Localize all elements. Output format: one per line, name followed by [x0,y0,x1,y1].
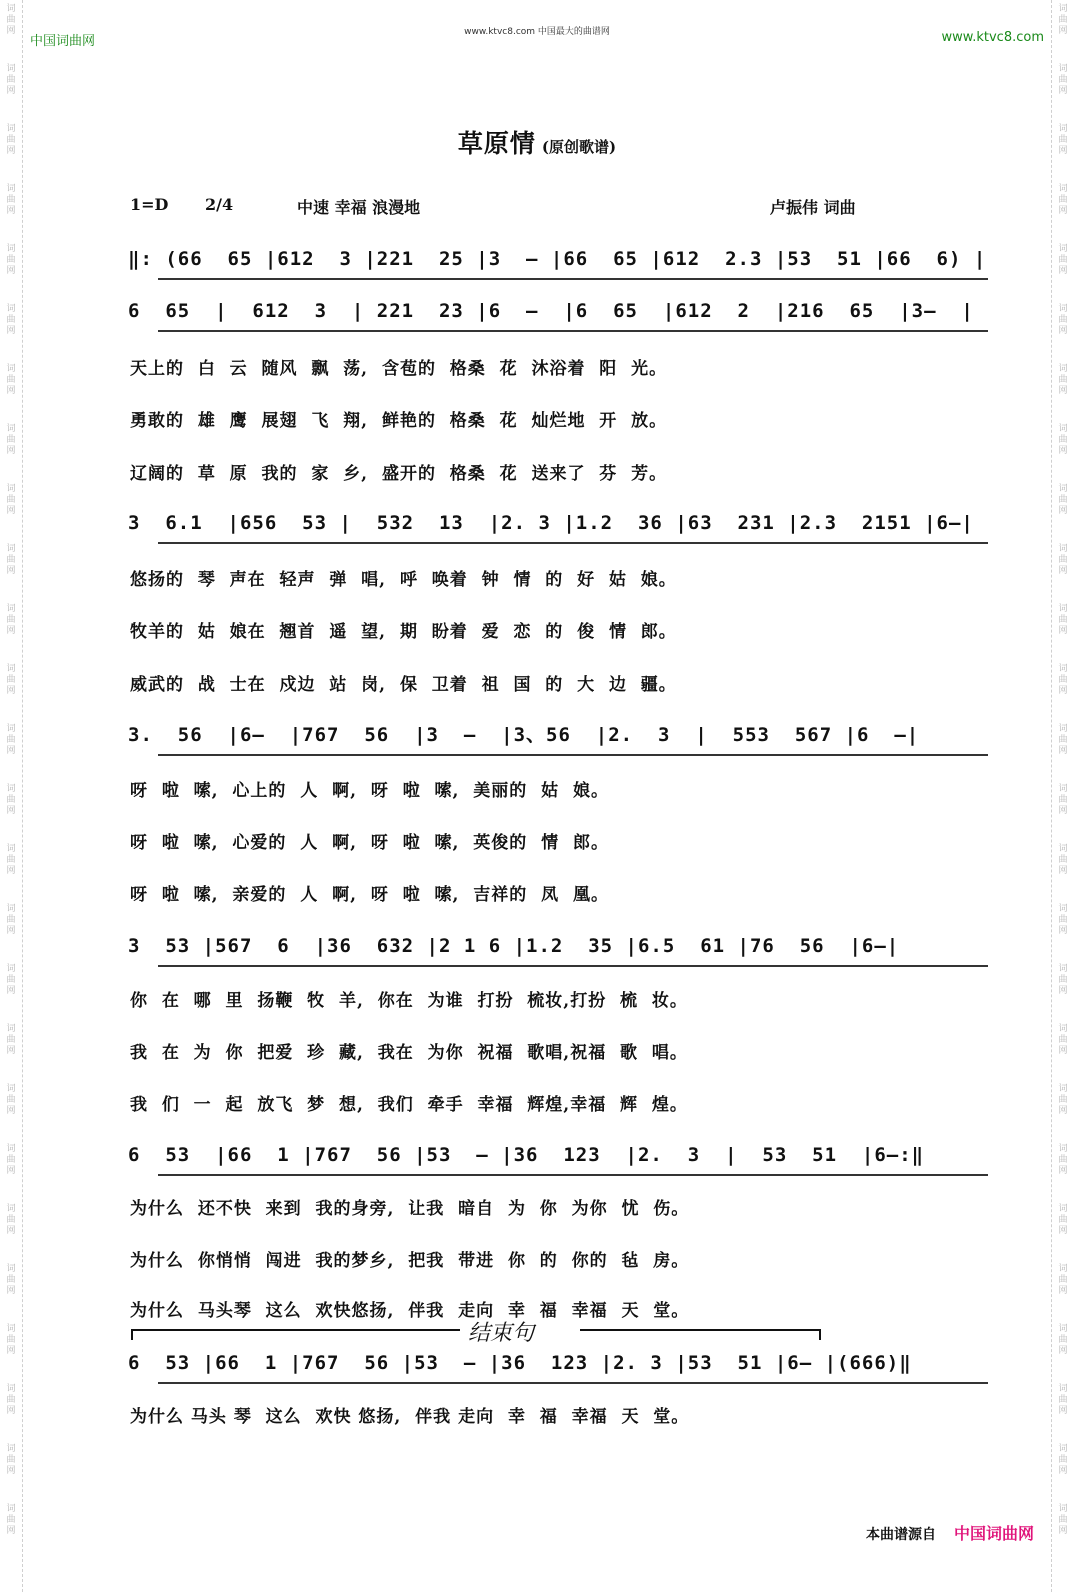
beam-line [158,330,988,334]
lyric-line: 我 们 一 起 放飞 梦 想, 我们 牵手 幸福 辉煌,幸福 辉 煌。 [130,1095,688,1115]
time-signature: 2/4 [205,195,234,214]
watermark-unit [0,0,22,60]
watermark-glyph: 网 [6,266,16,276]
watermark-glyph: 曲 [6,1275,16,1285]
watermark-glyph: 词 [6,664,16,674]
watermark-glyph: 曲 [6,795,16,805]
watermark-unit [1052,0,1074,60]
watermark-glyph: 网 [6,26,16,36]
watermark-glyph: 曲 [6,255,16,265]
watermark-glyph: 曲 [6,1395,16,1405]
watermark-glyph: 词 [1058,1504,1068,1514]
watermark-glyph: 网 [6,1466,16,1476]
notation-text: 6 53 |66 1 |767 56 |53 — |36 123 |2. 3 | 53 51 |6—:‖ [128,1144,925,1166]
beam-line [158,542,988,546]
watermark-strip-left [0,0,23,1592]
key-signature: 1=D [130,195,169,214]
watermark-glyph: 网 [1058,206,1068,216]
watermark-glyph: 词 [1058,1144,1068,1154]
notation-text: 6 65 | 612 3 | 221 23 |6 — |6 65 |612 2 |216 65 |3— | [128,300,974,322]
beam-line [158,754,988,758]
watermark-glyph: 网 [1058,1106,1068,1116]
watermark-unit [1052,300,1074,360]
watermark-unit [0,1440,22,1500]
watermark-glyph: 网 [6,206,16,216]
watermark-glyph: 网 [1058,746,1068,756]
watermark-glyph: 网 [6,446,16,456]
watermark-glyph: 网 [6,746,16,756]
watermark-glyph: 词 [6,184,16,194]
watermark-unit [1052,420,1074,480]
notation-line [128,246,1008,286]
watermark-glyph: 词 [6,724,16,734]
watermark-glyph: 曲 [1058,975,1068,985]
watermark-glyph: 词 [1058,724,1068,734]
watermark-glyph: 网 [6,86,16,96]
watermark-unit [1052,1440,1074,1500]
watermark-strip-right [1051,0,1074,1592]
watermark-glyph: 网 [6,1346,16,1356]
watermark-glyph: 词 [1058,1444,1068,1454]
watermark-unit [1052,180,1074,240]
lyric-line: 悠扬的 琴 声在 轻声 弹 唱, 呼 唤着 钟 情 的 好 姑 娘。 [130,570,677,590]
song-title-sub: (原创歌谱) [541,138,617,156]
watermark-glyph: 曲 [1058,135,1068,145]
watermark-glyph: 网 [1058,626,1068,636]
watermark-glyph: 网 [6,1046,16,1056]
watermark-unit [1052,900,1074,960]
watermark-glyph: 曲 [1058,75,1068,85]
watermark-glyph: 曲 [6,1455,16,1465]
watermark-glyph: 词 [6,964,16,974]
watermark-glyph: 词 [1058,784,1068,794]
watermark-unit [0,540,22,600]
watermark-glyph: 词 [6,1264,16,1274]
watermark-glyph: 词 [1058,844,1068,854]
notation-text: ‖: (66 65 |612 3 |221 25 |3 — |66 65 |612 2.3 |53 51 |66 6) | [128,248,987,270]
watermark-glyph: 曲 [6,1515,16,1525]
watermark-glyph: 网 [1058,386,1068,396]
watermark-unit [0,1020,22,1080]
watermark-glyph: 网 [6,866,16,876]
watermark-glyph: 词 [6,1204,16,1214]
watermark-unit [0,60,22,120]
watermark-glyph: 曲 [1058,1155,1068,1165]
brand-left-link[interactable]: 中国词曲网 [30,34,96,49]
watermark-glyph: 曲 [6,855,16,865]
notation-line [128,933,1008,973]
watermark-glyph: 网 [6,146,16,156]
watermark-glyph: 网 [6,926,16,936]
watermark-glyph: 词 [1058,904,1068,914]
watermark-glyph: 词 [1058,1204,1068,1214]
watermark-glyph: 网 [1058,26,1068,36]
lyric-line: 为什么 马头 琴 这么 欢快 悠扬, 伴我 走向 幸 福 幸福 天 堂。 [130,1407,690,1427]
watermark-glyph: 词 [6,1384,16,1394]
watermark-glyph: 词 [6,4,16,14]
tempo-marking: 中速 幸福 浪漫地 [297,198,421,217]
lyric-line: 天上的 白 云 随风 飘 荡, 含苞的 格桑 花 沐浴着 阳 光。 [130,359,668,379]
watermark-glyph: 网 [6,1166,16,1176]
lyric-line: 威武的 战 士在 戍边 站 岗, 保 卫着 祖 国 的 大 边 疆。 [130,675,677,695]
watermark-glyph: 网 [1058,326,1068,336]
watermark-glyph: 网 [6,686,16,696]
watermark-glyph: 曲 [6,735,16,745]
watermark-glyph: 曲 [1058,795,1068,805]
watermark-glyph: 词 [1058,1024,1068,1034]
watermark-glyph: 曲 [1058,195,1068,205]
watermark-unit [0,1200,22,1260]
watermark-glyph: 网 [1058,1166,1068,1176]
watermark-unit [0,780,22,840]
source-label: 本曲谱源自 [865,1527,936,1543]
watermark-glyph: 词 [1058,424,1068,434]
watermark-unit [1052,540,1074,600]
watermark-glyph: 网 [1058,1226,1068,1236]
watermark-glyph: 网 [6,1526,16,1536]
watermark-glyph: 曲 [6,75,16,85]
watermark-glyph: 网 [1058,806,1068,816]
watermark-glyph: 曲 [1058,1035,1068,1045]
watermark-glyph: 词 [1058,304,1068,314]
watermark-glyph: 曲 [1058,1335,1068,1345]
watermark-glyph: 词 [6,364,16,374]
notation-text: 3 6.1 |656 53 | 532 13 |2. 3 |1.2 36 |63 231 |2.3 2151 |6—| [128,512,974,534]
beam-line [158,1174,988,1178]
watermark-glyph: 曲 [1058,315,1068,325]
lyric-line: 呀 啦 嗦, 心爱的 人 啊, 呀 啦 嗦, 英俊的 情 郎。 [130,833,609,853]
watermark-glyph: 曲 [1058,675,1068,685]
watermark-glyph: 曲 [1058,1275,1068,1285]
watermark-glyph: 词 [1058,544,1068,554]
lyric-line: 为什么 还不快 来到 我的身旁, 让我 暗自 为 你 为你 忧 伤。 [130,1199,690,1219]
notation-line [128,510,1008,550]
watermark-unit [1052,1260,1074,1320]
watermark-glyph: 曲 [1058,1455,1068,1465]
beam-line [158,278,988,282]
watermark-glyph: 网 [6,326,16,336]
watermark-glyph: 词 [6,1024,16,1034]
watermark-glyph: 曲 [6,495,16,505]
watermark-unit [1052,960,1074,1020]
watermark-glyph: 曲 [6,315,16,325]
watermark-unit [0,1380,22,1440]
song-title [0,124,1074,160]
watermark-glyph: 词 [1058,364,1068,374]
watermark-glyph: 曲 [6,375,16,385]
watermark-glyph: 曲 [1058,555,1068,565]
score-meta [130,195,910,219]
watermark-glyph: 词 [6,1504,16,1514]
beam-line [158,965,988,969]
watermark-glyph: 词 [1058,64,1068,74]
watermark-glyph: 曲 [6,1155,16,1165]
page-header [30,28,1044,48]
watermark-glyph: 词 [6,424,16,434]
watermark-glyph: 网 [1058,686,1068,696]
watermark-unit [1052,1200,1074,1260]
watermark-glyph: 曲 [1058,495,1068,505]
watermark-glyph: 词 [1058,244,1068,254]
watermark-glyph: 网 [6,1106,16,1116]
brand-center-caption: www.ktvc8.com 中国最大的曲谱网 [464,27,610,37]
watermark-glyph: 词 [6,64,16,74]
watermark-glyph: 曲 [1058,915,1068,925]
lyric-line: 为什么 马头琴 这么 欢快悠扬, 伴我 走向 幸 福 幸福 天 堂。 [130,1301,690,1321]
watermark-glyph: 曲 [6,135,16,145]
watermark-glyph: 词 [1058,1324,1068,1334]
watermark-glyph: 网 [1058,1286,1068,1296]
watermark-glyph: 词 [1058,604,1068,614]
watermark-unit [0,300,22,360]
watermark-unit [1052,60,1074,120]
lyric-line: 呀 啦 嗦, 心上的 人 啊, 呀 啦 嗦, 美丽的 姑 娘。 [130,781,609,801]
lyric-line: 勇敢的 雄 鹰 展翅 飞 翔, 鲜艳的 格桑 花 灿烂地 开 放。 [130,411,668,431]
watermark-glyph: 网 [1058,86,1068,96]
watermark-unit [0,600,22,660]
lyric-line: 为什么 你悄悄 闯进 我的梦乡, 把我 带进 你 的 你的 毡 房。 [130,1251,690,1271]
watermark-glyph: 词 [6,784,16,794]
watermark-glyph: 网 [1058,986,1068,996]
watermark-glyph: 网 [6,566,16,576]
watermark-unit [0,1260,22,1320]
watermark-glyph: 词 [1058,1264,1068,1274]
watermark-glyph: 词 [6,844,16,854]
watermark-unit [0,900,22,960]
watermark-glyph: 词 [6,604,16,614]
watermark-glyph: 曲 [6,195,16,205]
watermark-glyph: 词 [1058,964,1068,974]
watermark-glyph: 词 [1058,664,1068,674]
lyric-line: 你 在 哪 里 扬鞭 牧 羊, 你在 为谁 打扮 梳妆,打扮 梳 妆。 [130,991,688,1011]
watermark-glyph: 曲 [1058,375,1068,385]
notation-line [128,298,1008,338]
handwritten-ending-label: 结束句 [468,1321,535,1346]
watermark-glyph: 曲 [6,555,16,565]
watermark-unit [1052,720,1074,780]
watermark-glyph: 网 [6,1226,16,1236]
watermark-unit [1052,660,1074,720]
watermark-glyph: 网 [6,386,16,396]
watermark-glyph: 曲 [6,435,16,445]
watermark-glyph: 曲 [1058,255,1068,265]
watermark-unit [0,1080,22,1140]
watermark-unit [1052,1140,1074,1200]
beam-line [158,1382,988,1386]
watermark-unit [1052,1500,1074,1560]
watermark-glyph: 网 [1058,1466,1068,1476]
watermark-glyph: 曲 [6,1095,16,1105]
watermark-glyph: 网 [6,1406,16,1416]
watermark-glyph: 网 [1058,506,1068,516]
ending-bracket [130,1326,830,1342]
watermark-glyph: 词 [6,544,16,554]
watermark-glyph: 曲 [1058,1215,1068,1225]
lyric-line: 辽阔的 草 原 我的 家 乡, 盛开的 格桑 花 送来了 芬 芳。 [130,464,668,484]
watermark-glyph: 词 [6,904,16,914]
watermark-glyph: 曲 [1058,435,1068,445]
watermark-unit [0,240,22,300]
watermark-unit [0,420,22,480]
watermark-unit [1052,240,1074,300]
watermark-glyph: 词 [1058,1384,1068,1394]
watermark-unit [1052,1020,1074,1080]
watermark-glyph: 网 [1058,926,1068,936]
watermark-glyph: 曲 [1058,735,1068,745]
watermark-unit [0,180,22,240]
watermark-unit [0,720,22,780]
watermark-unit [0,1320,22,1380]
watermark-glyph: 曲 [1058,15,1068,25]
watermark-glyph: 词 [6,124,16,134]
watermark-glyph: 词 [1058,1084,1068,1094]
brand-right-link[interactable]: www.ktvc8.com [941,30,1044,45]
watermark-unit [0,480,22,540]
watermark-glyph: 词 [6,244,16,254]
watermark-glyph: 曲 [1058,615,1068,625]
watermark-glyph: 曲 [6,915,16,925]
watermark-glyph: 曲 [1058,855,1068,865]
watermark-glyph: 词 [6,304,16,314]
watermark-glyph: 词 [6,1444,16,1454]
watermark-glyph: 网 [6,506,16,516]
watermark-unit [1052,600,1074,660]
watermark-glyph: 网 [1058,266,1068,276]
watermark-glyph: 曲 [6,15,16,25]
watermark-glyph: 网 [1058,1526,1068,1536]
watermark-glyph: 曲 [1058,1095,1068,1105]
watermark-glyph: 曲 [6,1215,16,1225]
footer-brand-link[interactable]: 中国词曲网 [953,1524,1034,1543]
watermark-glyph: 网 [1058,866,1068,876]
watermark-glyph: 网 [6,1286,16,1296]
watermark-unit [0,1500,22,1560]
watermark-glyph: 网 [6,986,16,996]
watermark-unit [0,660,22,720]
lyric-line: 呀 啦 嗦, 亲爱的 人 啊, 呀 啦 嗦, 吉祥的 凤 凰。 [130,885,609,905]
watermark-unit [0,840,22,900]
watermark-glyph: 曲 [1058,1395,1068,1405]
notation-text: 3. 56 |6— |767 56 |3 — |3、56 |2. 3 | 553 567 |6 —| [128,724,920,746]
watermark-unit [0,360,22,420]
watermark-unit [0,1140,22,1200]
lyric-line: 我 在 为 你 把爱 珍 藏, 我在 为你 祝福 歌唱,祝福 歌 唱。 [130,1043,688,1063]
notation-line [128,722,1008,762]
watermark-unit [1052,840,1074,900]
watermark-glyph: 词 [6,484,16,494]
watermark-unit [1052,1080,1074,1140]
watermark-glyph: 网 [6,626,16,636]
watermark-unit [1052,1380,1074,1440]
watermark-glyph: 曲 [6,1335,16,1345]
notation-text: 6 53 |66 1 |767 56 |53 — |36 123 |2. 3 |53 51 |6— |(666)‖ [128,1352,912,1374]
watermark-unit [1052,780,1074,840]
lyric-line: 牧羊的 姑 娘在 翘首 遥 望, 期 盼着 爱 恋 的 俊 情 郎。 [130,622,677,642]
notation-line [128,1142,1008,1182]
song-title-main: 草原情 [457,129,536,158]
watermark-unit [1052,1320,1074,1380]
watermark-glyph: 网 [1058,146,1068,156]
page-footer [866,1521,1034,1544]
watermark-glyph: 网 [1058,1406,1068,1416]
watermark-glyph: 词 [6,1144,16,1154]
notation-text: 3 53 |567 6 |36 632 |2 1 6 |1.2 35 |6.5 61 |76 56 |6—| [128,935,900,957]
watermark-glyph: 曲 [6,615,16,625]
watermark-glyph: 网 [1058,1346,1068,1356]
watermark-glyph: 网 [6,806,16,816]
watermark-glyph: 网 [1058,566,1068,576]
watermark-glyph: 词 [1058,4,1068,14]
watermark-unit [0,960,22,1020]
watermark-glyph: 词 [1058,184,1068,194]
author-credit: 卢振伟 词曲 [770,198,856,217]
watermark-glyph: 词 [1058,124,1068,134]
watermark-glyph: 网 [1058,446,1068,456]
watermark-glyph: 曲 [6,975,16,985]
watermark-glyph: 曲 [1058,1515,1068,1525]
notation-line [128,1350,1008,1390]
watermark-unit [1052,480,1074,540]
watermark-glyph: 曲 [6,675,16,685]
watermark-glyph: 网 [1058,1046,1068,1056]
watermark-unit [1052,360,1074,420]
watermark-glyph: 词 [6,1084,16,1094]
watermark-glyph: 曲 [6,1035,16,1045]
watermark-glyph: 词 [6,1324,16,1334]
watermark-glyph: 词 [1058,484,1068,494]
